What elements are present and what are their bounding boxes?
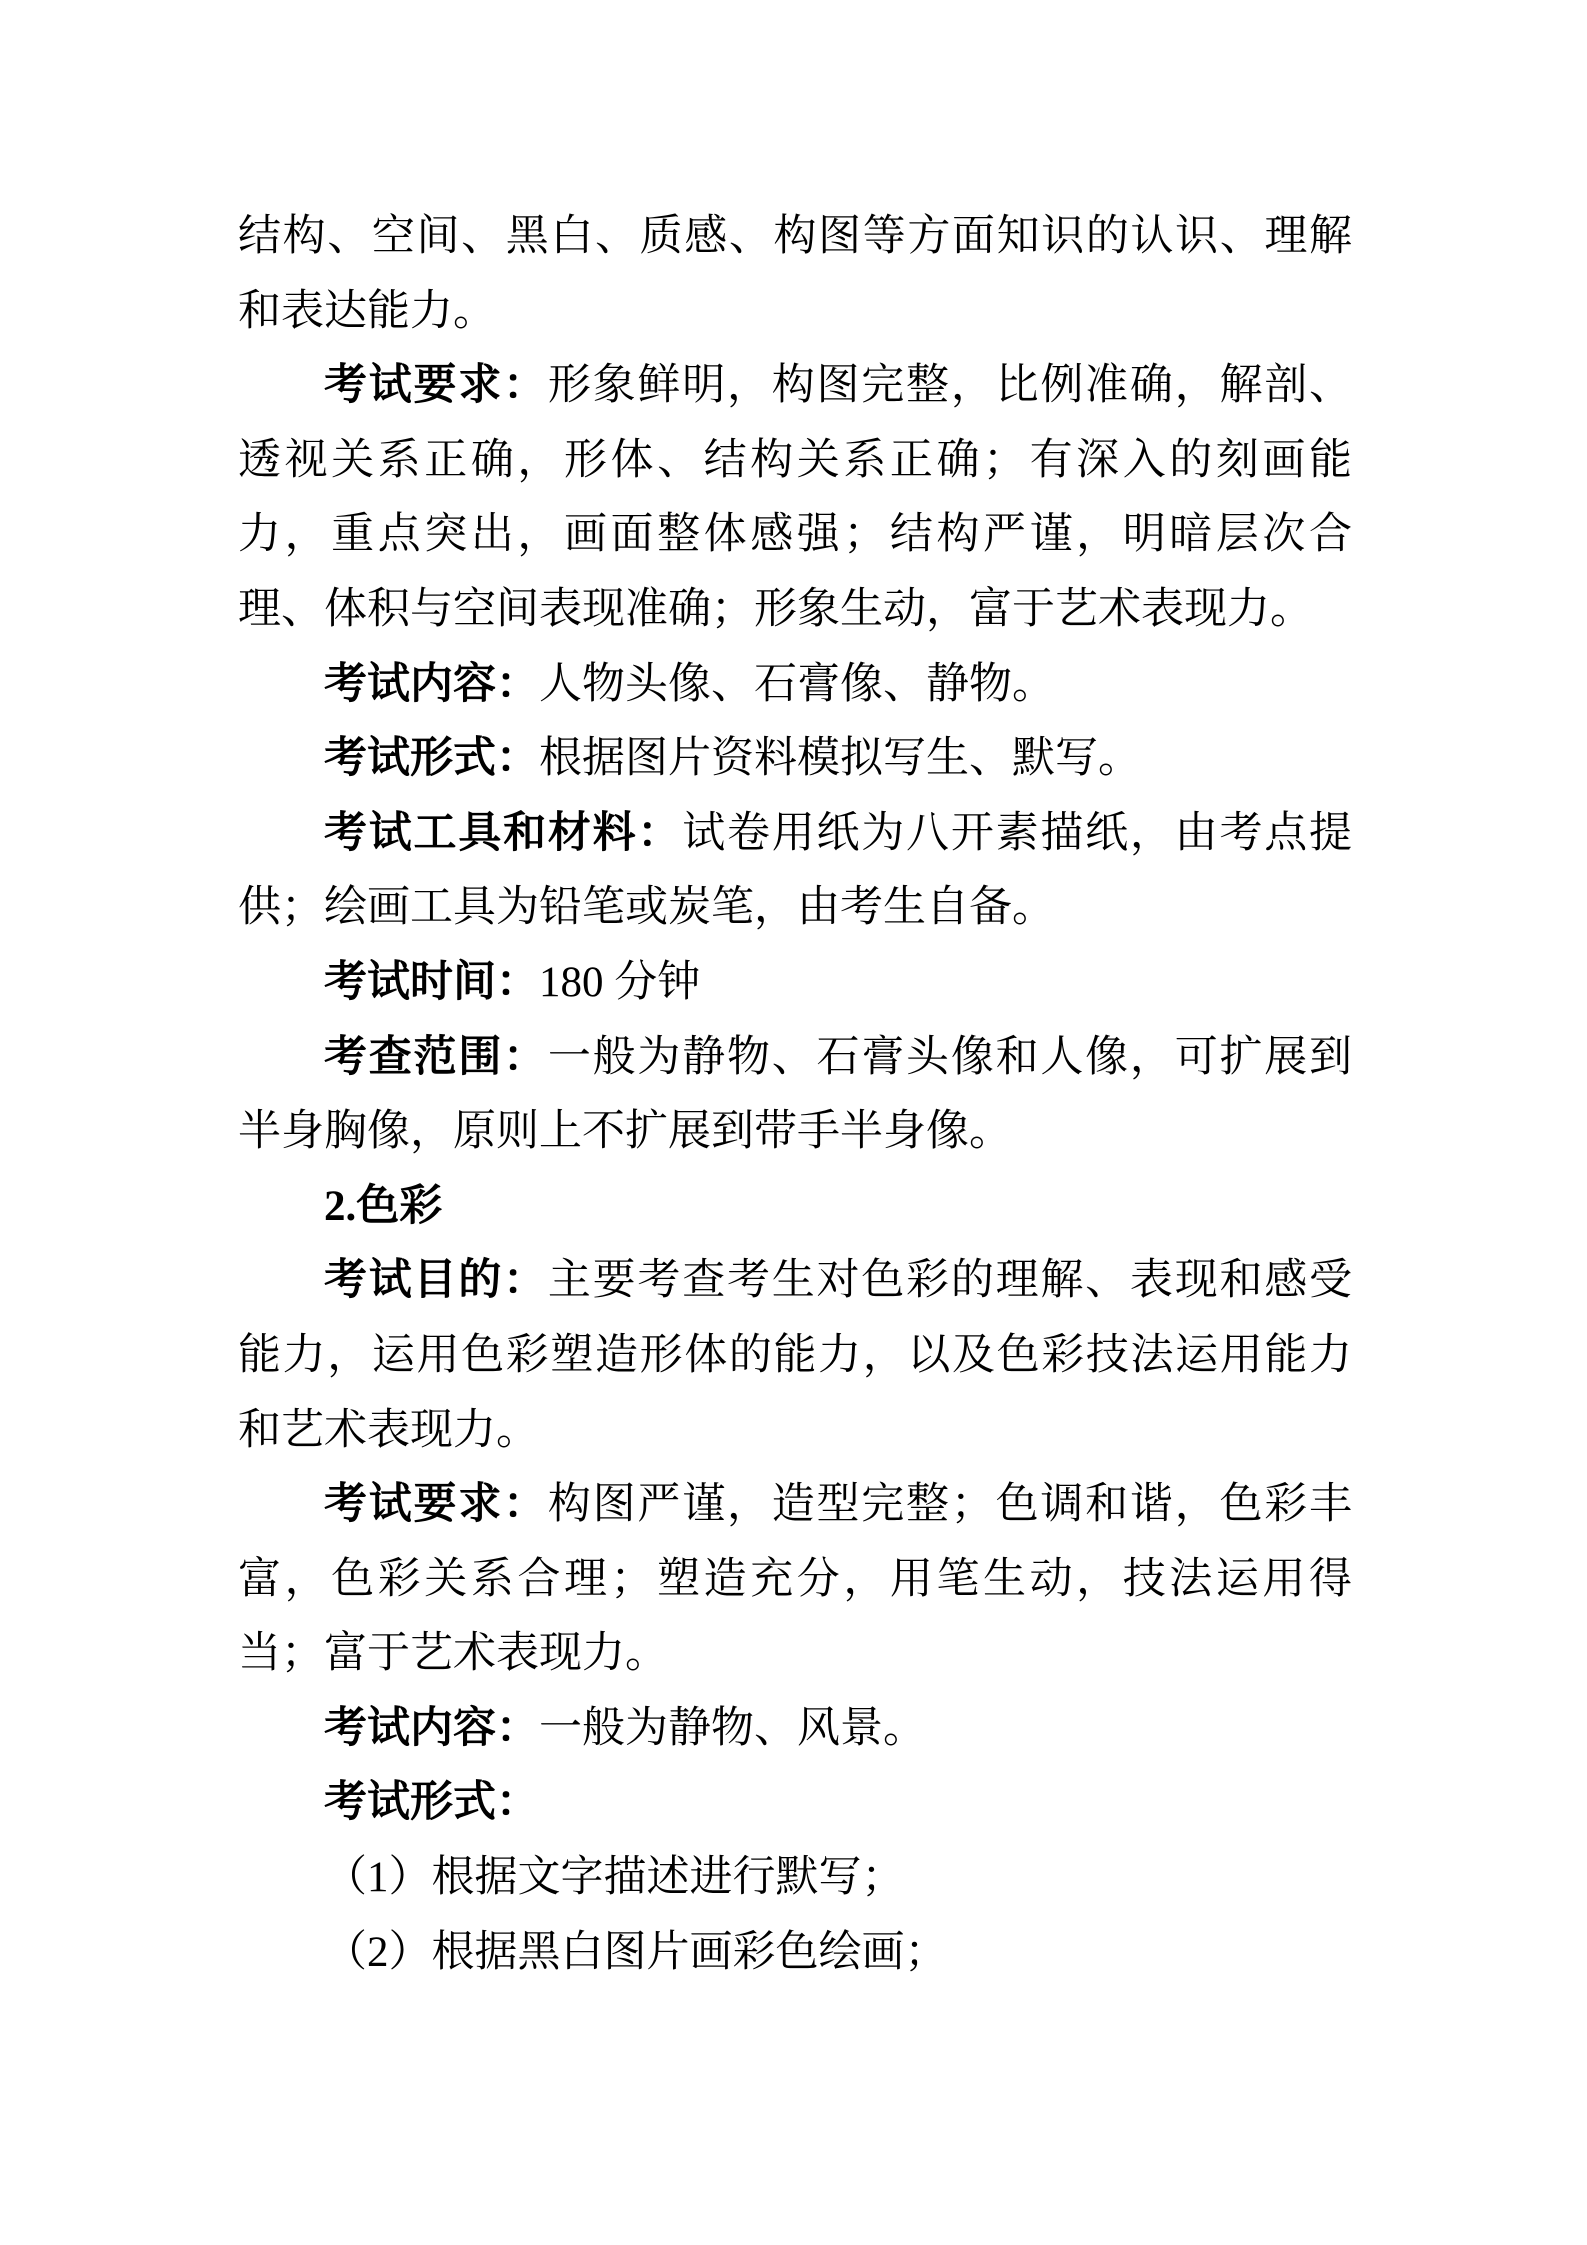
para-label-exam-content: 考试内容： [324,660,539,708]
para-text: （1）根据文字描述进行默写； [324,1854,905,1902]
para-text: 人物头像、石膏像、静物。 [539,660,1055,708]
para-text: 180 分钟 [539,958,701,1006]
para-label-exam-content-color: 考试内容： [324,1704,539,1752]
para-label-exam-duration: 考试时间： [324,958,539,1006]
section-heading-label: 2.色彩 [324,1182,443,1230]
paragraph-exam-content-sketch [238,648,1352,723]
paragraph-exam-tools-materials [238,797,1352,946]
para-text: 一般为静物、石膏头像和人像，可扩展到半身胸像，原则上不扩展到带手半身像。 [238,1033,1353,1156]
para-text: 结构、空间、黑白、质感、构图等方面知识的认识、理解和表达能力。 [238,213,1352,335]
para-label-exam-purpose: 考试目的： [324,1257,548,1305]
para-label-exam-format: 考试形式： [324,735,539,783]
paragraph-exam-duration [238,946,1352,1021]
para-label-exam-format-color: 考试形式： [324,1779,539,1827]
para-text: 形象鲜明，构图完整，比例准确，解剖、透视关系正确，形体、结构关系正确；有深入的刻画能力，重点突出，画面整体感强；结构严谨，明暗层次合理、体积与空间表现准确；形象生动，富于艺术表现力。 [238,362,1353,633]
para-text: 试卷用纸为八开素描纸，由考点提供；绘画工具为铅笔或炭笔，由考生自备。 [238,809,1353,932]
para-label-exam-tools: 考试工具和材料： [324,809,683,857]
paragraph-continuation-sketch-purpose [238,200,1352,349]
para-text: 一般为静物、风景。 [539,1704,926,1752]
heading-section-2-color [238,1170,1352,1245]
para-label-exam-requirements-color: 考试要求： [324,1481,548,1529]
para-text: （2）根据黑白图片画彩色绘画； [324,1928,948,1976]
paragraph-exam-content-color [238,1692,1352,1767]
paragraph-exam-format-sketch [238,722,1352,797]
paragraph-exam-format-color [238,1766,1352,1841]
document-text-block [238,200,1352,1990]
list-item-format-1 [238,1841,1352,1916]
para-label-exam-requirements: 考试要求： [324,362,548,410]
para-label-exam-scope: 考查范围： [324,1033,548,1081]
paragraph-exam-purpose-color [238,1244,1352,1468]
list-item-format-2 [238,1916,1352,1991]
para-text: 主要考查考生对色彩的理解、表现和感受能力，运用色彩塑造形体的能力，以及色彩技法运用能力和艺术表现力。 [238,1257,1353,1454]
paragraph-exam-scope [238,1021,1352,1170]
para-text: 构图严谨，造型完整；色调和谐，色彩丰富，色彩关系合理；塑造充分，用笔生动，技法运用得当；富于艺术表现力。 [238,1481,1353,1678]
paragraph-exam-requirements-sketch [238,349,1352,647]
para-text: 根据图片资料模拟写生、默写。 [539,735,1141,783]
paragraph-exam-requirements-color [238,1468,1352,1692]
